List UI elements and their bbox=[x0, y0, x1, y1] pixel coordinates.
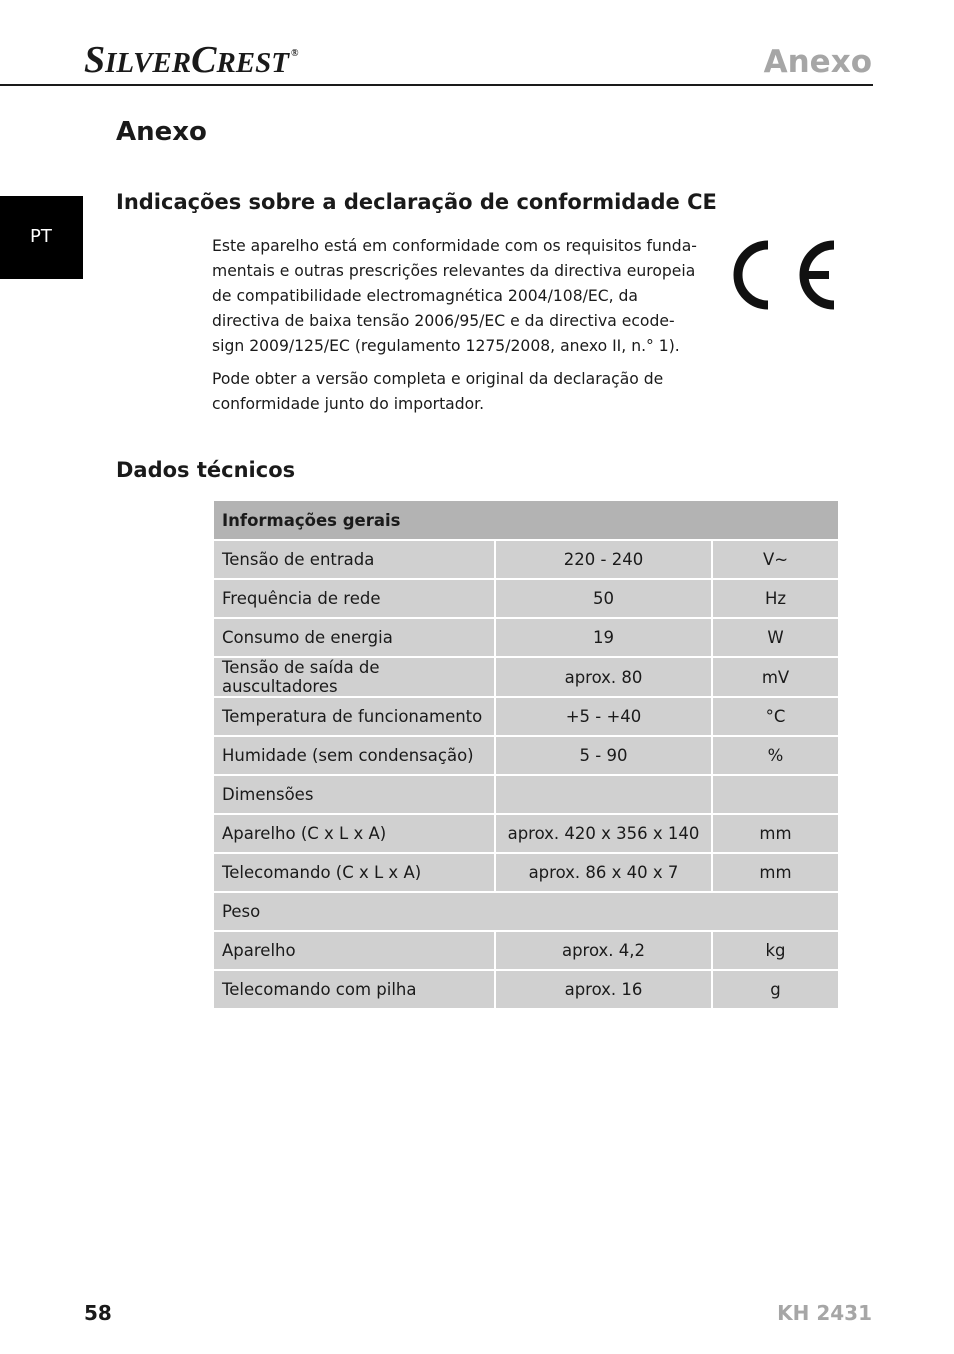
table-row bbox=[213, 540, 839, 579]
table-row bbox=[213, 814, 839, 853]
row-value: 5 - 90 bbox=[495, 736, 712, 775]
row-label: Tensão de entrada bbox=[213, 540, 495, 579]
table-row bbox=[213, 931, 839, 970]
row-unit: Hz bbox=[712, 579, 839, 618]
table-row bbox=[213, 775, 839, 814]
row-label: Temperatura de funcionamento bbox=[213, 697, 495, 736]
row-label: Tensão de saída de auscultadores bbox=[213, 657, 495, 697]
table-row bbox=[213, 657, 839, 697]
ce-paragraph-1: Este aparelho está em conformidade com os requisitos funda- mentais e outras prescrições relevantes da directiva europeia de compatibilidade electromagnética 2004/108/EC, da directiva de baixa tensão 2006/95/EC e da directiva ecode- sign 2009/125/EC (regulamento 1275/2008, anexo II, n.° 1). bbox=[212, 237, 697, 355]
row-label: Dimensões bbox=[213, 775, 495, 814]
table-subheader-row bbox=[213, 892, 839, 931]
row-value: 220 - 240 bbox=[495, 540, 712, 579]
row-label: Humidade (sem condensação) bbox=[213, 736, 495, 775]
row-unit: kg bbox=[712, 931, 839, 970]
table-row bbox=[213, 579, 839, 618]
row-label: Frequência de rede bbox=[213, 579, 495, 618]
row-unit: V~ bbox=[712, 540, 839, 579]
table-header-row bbox=[213, 500, 839, 540]
row-value: aprox. 86 x 40 x 7 bbox=[495, 853, 712, 892]
page-number: 58 bbox=[84, 1301, 112, 1325]
row-label: Telecomando com pilha bbox=[213, 970, 495, 1009]
ce-paragraph-2: Pode obter a versão completa e original da declaração de conformidade junto do importador. bbox=[212, 370, 664, 413]
ce-heading: Indicações sobre a declaração de conformidade CE bbox=[116, 190, 717, 214]
row-label: Aparelho bbox=[213, 931, 495, 970]
row-value: aprox. 16 bbox=[495, 970, 712, 1009]
row-unit: mm bbox=[712, 853, 839, 892]
row-unit bbox=[712, 775, 839, 814]
row-unit: °C bbox=[712, 697, 839, 736]
table-row bbox=[213, 736, 839, 775]
language-tab: PT bbox=[0, 196, 83, 279]
row-unit: W bbox=[712, 618, 839, 657]
row-unit: g bbox=[712, 970, 839, 1009]
table-header-cell: Informações gerais bbox=[213, 500, 839, 540]
row-unit: % bbox=[712, 736, 839, 775]
table-row bbox=[213, 970, 839, 1009]
tech-heading: Dados técnicos bbox=[116, 458, 296, 482]
row-value bbox=[495, 775, 712, 814]
table-row bbox=[213, 697, 839, 736]
row-label: Telecomando (C x L x A) bbox=[213, 853, 495, 892]
row-value: aprox. 4,2 bbox=[495, 931, 712, 970]
row-value: 19 bbox=[495, 618, 712, 657]
silvercrest-logo: SILVERCREST ® bbox=[84, 39, 299, 81]
row-label: Consumo de energia bbox=[213, 618, 495, 657]
row-value: +5 - +40 bbox=[495, 697, 712, 736]
row-unit: mm bbox=[712, 814, 839, 853]
model-number: KH 2431 bbox=[777, 1301, 872, 1325]
running-header-title: Anexo bbox=[763, 44, 872, 80]
row-value: aprox. 80 bbox=[495, 657, 712, 697]
ce-mark-icon bbox=[731, 236, 839, 314]
row-unit: mV bbox=[712, 657, 839, 697]
row-value: aprox. 420 x 356 x 140 bbox=[495, 814, 712, 853]
row-label: Peso bbox=[213, 892, 839, 931]
row-label: Aparelho (C x L x A) bbox=[213, 814, 495, 853]
spec-table bbox=[212, 499, 840, 1010]
header-rule bbox=[0, 84, 873, 86]
section-title: Anexo bbox=[116, 117, 207, 147]
table-row bbox=[213, 853, 839, 892]
row-value: 50 bbox=[495, 579, 712, 618]
table-row bbox=[213, 618, 839, 657]
